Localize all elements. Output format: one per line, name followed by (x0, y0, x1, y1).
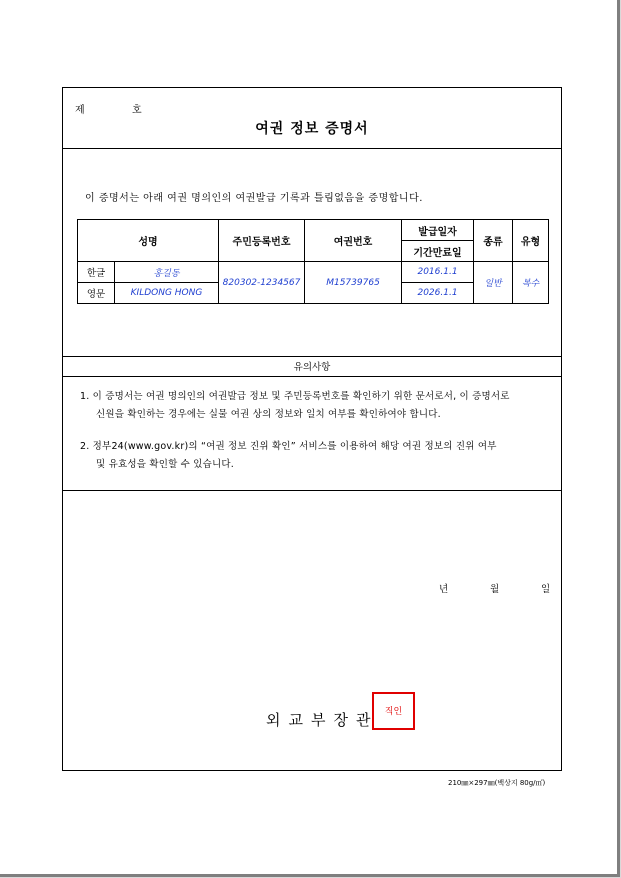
resident-no-value: 820302-1234567 (219, 262, 305, 304)
header-resident-no: 주민등록번호 (219, 220, 305, 262)
row-label-english: 영문 (78, 283, 115, 304)
expiry-date-value: 2026.1.1 (402, 283, 474, 304)
row-label-korean: 한글 (78, 262, 115, 283)
notice-item: 2. 정부24(www.gov.kr)의 “여권 정보 진위 확인” 서비스를 이용하여 해당 여권 정보의 진위 여부 (80, 441, 497, 452)
type-value: 복수 (513, 262, 549, 304)
header-type: 유형 (513, 220, 549, 262)
issue-date-value: 2016.1.1 (402, 262, 474, 283)
header-expiry-date: 기간만료일 (402, 241, 474, 262)
divider (63, 356, 561, 357)
seal-text: 직인 (384, 707, 403, 717)
date-month: 월 (490, 584, 500, 595)
notice-item: 및 유효성을 확인할 수 있습니다. (96, 459, 235, 470)
official-seal (372, 692, 415, 730)
header-issue-date: 발급일자 (402, 220, 474, 241)
divider (63, 490, 561, 491)
document-title: 여권 정보 증명서 (255, 121, 369, 137)
number-label: 제 (75, 105, 85, 116)
english-name: KILDONG HONG (115, 283, 219, 304)
divider (63, 376, 561, 377)
date-year: 년 (439, 584, 449, 595)
divider (63, 148, 561, 149)
certificate-frame (62, 87, 562, 771)
korean-name: 홍길동 (115, 262, 219, 283)
header-passport-no: 여권번호 (305, 220, 402, 262)
notice-item: 1. 이 증명서는 여권 명의인의 여권발급 정보 및 주민등록번호를 확인하기 위한 문서로서, 이 증명서로 (80, 391, 510, 402)
header-name: 성명 (78, 220, 219, 262)
header-kind: 종류 (474, 220, 513, 262)
passport-info-table (77, 219, 549, 304)
notice-item: 신원을 확인하는 경우에는 실물 여권 상의 정보와 일치 여부를 확인하여야 합니다. (96, 409, 441, 420)
paper-spec-note: 210㎜×297㎜(백상지 80g/㎡) (448, 779, 546, 787)
intro-text: 이 증명서는 아래 여권 명의인의 여권발급 기록과 틀림없음을 증명합니다. (85, 193, 423, 204)
issuer-title: 외교부장관 (266, 711, 379, 729)
date-day: 일 (541, 584, 551, 595)
passport-no-value: M15739765 (305, 262, 402, 304)
notice-title: 유의사항 (293, 362, 331, 373)
number-suffix: 호 (132, 105, 142, 116)
kind-value: 일반 (474, 262, 513, 304)
